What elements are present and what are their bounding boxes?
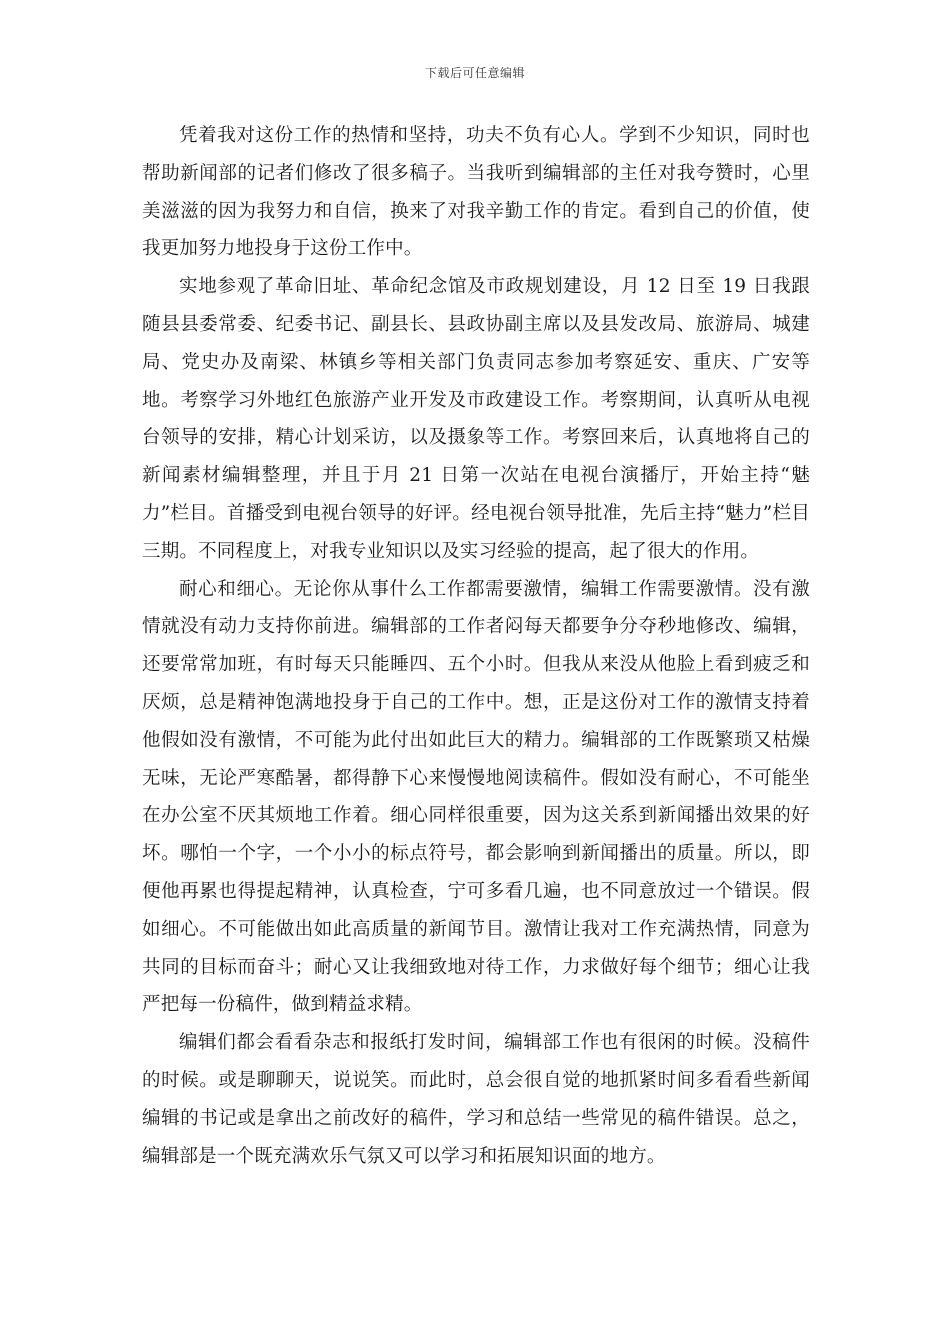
- paragraph-1: 凭着我对这份工作的热情和坚持，功夫不负有心人。学到不少知识，同时也帮助新闻部的记者们修改了很多稿子。当我听到编辑部的主任对我夸赞时，心里美滋滋的因为我努力和自信，换来了对我辛勤工作的肯定。看到自己的价值，使我更加努力地投身于这份工作中。: [142, 125, 810, 260]
- paragraph-4: 编辑们都会看看杂志和报纸打发时间，编辑部工作也有很闲的时候。没稿件的时候。或是聊聊天，说说笑。而此时，总会很自觉的地抓紧时间多看看些新闻编辑的书记或是拿出之前改好的稿件，学习和总结一些常见的稿件错误。总之，编辑部是一个既充满欢乐气氛又可以学习和拓展知识面的地方。: [142, 1032, 810, 1167]
- paragraph-2: 实地参观了革命旧址、革命纪念馆及市政规划建设，月 12 日至 19 日我跟随县县委常委、纪委书记、副县长、县政协副主席以及县发改局、旅游局、城建局、党史办及南梁、林镇乡等相关部门负责同志参加考察延安、重庆、广安等地。考察学习外地红色旅游产业开发及市政建设工作。考察期间，认真听从电视台领导的安排，精心计划采访，以及摄象等工作。考察回来后，认真地将自己的新闻素材编辑整理，并且于月 21 日第一次站在电视台演播厅，开始主持“魅力”栏目。首播受到电视台领导的好评。经电视台领导批准，先后主持“魅力”栏目三期。不同程度上，对我专业知识以及实习经验的提高，起了很大的作用。: [142, 276, 810, 562]
- document-body: [142, 117, 810, 1175]
- page-header: 下载后可任意编辑: [424, 66, 525, 80]
- paragraph-3: 耐心和细心。无论你从事什么工作都需要激情，编辑工作需要激情。没有激情就没有动力支持你前进。编辑部的工作者闷每天都要争分夺秒地修改、编辑，还要常常加班，有时每天只能睡四、五个小时。但我从来没从他脸上看到疲乏和厌烦，总是精神饱满地投身于自己的工作中。想，正是这份对工作的激情支持着他假如没有激情，不可能为此付出如此巨大的精力。编辑部的工作既繁琐又枯燥无味，无论严寒酷暑，都得静下心来慢慢地阅读稿件。假如没有耐心，不可能坐在办公室不厌其烦地工作着。细心同样很重要，因为这关系到新闻播出效果的好坏。哪怕一个字，一个小小的标点符号，都会影响到新闻播出的质量。所以，即便他再累也得提起精神，认真检查，宁可多看几遍，也不同意放过一个错误。假如细心。不可能做出如此高质量的新闻节目。激情让我对工作充满热情，同意为共同的目标而奋斗；耐心又让我细致地对待工作，力求做好每个细节；细心让我严把每一份稿件，做到精益求精。: [142, 578, 810, 1016]
